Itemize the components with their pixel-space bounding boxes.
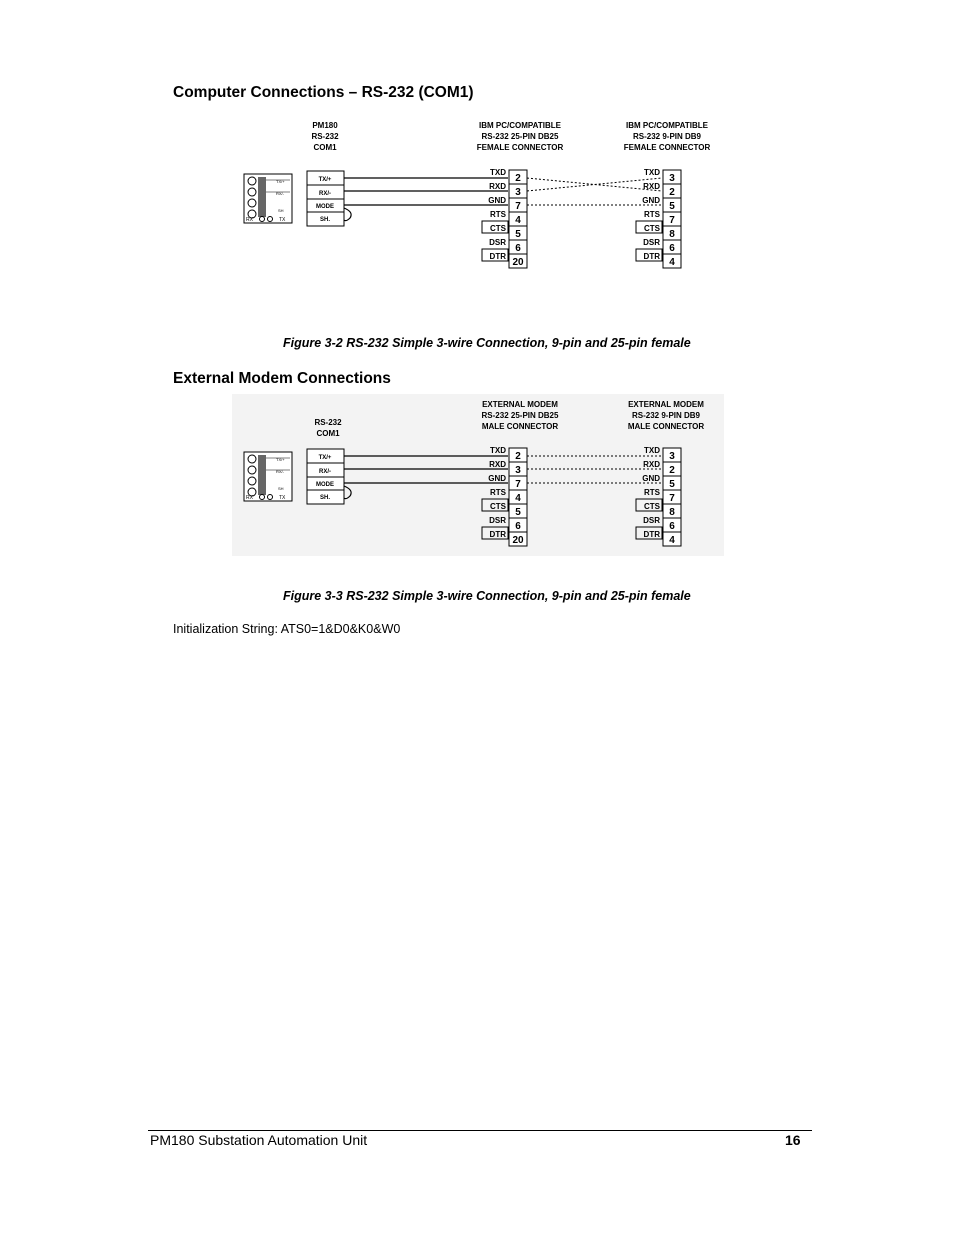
terminal-block: [307, 449, 344, 504]
db9-signal-gnd: GND: [642, 474, 660, 483]
footer-title: PM180 Substation Automation Unit: [150, 1132, 368, 1148]
db9-pin: 4: [669, 535, 675, 546]
db25-signal-txd: TXD: [490, 446, 506, 455]
db9-pin: 7: [669, 493, 675, 504]
db9-pin: 6: [669, 521, 675, 532]
terminal-label-sh: SH.: [319, 495, 331, 501]
db25-pin: 20: [512, 257, 524, 268]
db9-signal-dsr: DSR: [643, 516, 660, 525]
footer-divider: [148, 1130, 812, 1131]
db25-pin: 7: [515, 479, 521, 490]
db25-title-line1: IBM PC/COMPATIBLE: [479, 121, 561, 130]
db9-signal-column: [636, 446, 662, 539]
db25-pin: 4: [515, 215, 521, 226]
terminal-block: [307, 171, 344, 226]
db9-signal-txd: TXD: [644, 446, 660, 455]
db9-signal-rxd: RXD: [643, 460, 660, 469]
db9-title-line2: RS-232 9-PIN DB9: [632, 132, 702, 141]
section-heading-modem: External Modem Connections: [173, 370, 391, 387]
terminal-module-icon: [244, 452, 292, 501]
db25-signal-rxd: RXD: [489, 460, 506, 469]
module-label-rx: RX/-: [276, 469, 284, 474]
db25-signal-column: [482, 446, 508, 539]
db25-signal-dsr: DSR: [489, 516, 506, 525]
db25-title-line2: RS-232 25-PIN DB25: [481, 132, 559, 141]
diagram-svg-computer: [232, 114, 724, 274]
wiring-diagram-computer: [232, 114, 724, 274]
db25-pin-column: [509, 170, 527, 268]
db25-signal-gnd: GND: [488, 474, 506, 483]
db9-signal-gnd: GND: [642, 196, 660, 205]
db9-title-line1: EXTERNAL MODEM: [628, 400, 704, 409]
module-label-tx-led: TX: [279, 217, 286, 223]
db9-signal-rts: RTS: [644, 210, 660, 219]
db9-pin: 7: [669, 215, 675, 226]
db25-pin: 6: [515, 521, 521, 532]
db25-title-line3: MALE CONNECTOR: [481, 422, 559, 431]
db9-pin-column: [663, 170, 681, 268]
db25-pin-column: [509, 448, 527, 546]
db9-pin: 8: [669, 229, 675, 240]
db25-pin: 2: [515, 173, 521, 184]
db9-signal-rxd: RXD: [643, 182, 660, 191]
db9-pin: 3: [669, 451, 675, 462]
db9-signal-cts: CTS: [644, 502, 660, 511]
db25-signal-dtr: DTR: [489, 252, 506, 261]
device-title-line1: RS-232: [314, 418, 342, 427]
db9-pin: 5: [669, 201, 675, 212]
db25-title-line3: FEMALE CONNECTOR: [476, 143, 564, 152]
db9-pin: 3: [669, 173, 675, 184]
terminal-module-icon: [244, 174, 292, 223]
terminal-label-rx: RX/-: [319, 191, 331, 197]
db25-pin: 3: [515, 187, 521, 198]
db25-signal-dtr: DTR: [489, 530, 506, 539]
device-title-line1: PM180: [312, 121, 338, 130]
module-label-rx-led: RX: [246, 217, 253, 223]
db25-pin: 3: [515, 465, 521, 476]
db9-title-line3: MALE CONNECTOR: [627, 422, 705, 431]
device-title-line2: COM1: [316, 429, 340, 438]
db25-pin: 7: [515, 201, 521, 212]
db25-pin: 6: [515, 243, 521, 254]
db9-pin: 6: [669, 243, 675, 254]
db9-pin: 2: [669, 465, 675, 476]
db25-title-line1: EXTERNAL MODEM: [482, 400, 558, 409]
db25-pin: 5: [515, 507, 521, 518]
module-label-tx-led: TX: [279, 495, 286, 501]
module-label-sh: SH: [278, 208, 284, 213]
db25-signal-rts: RTS: [490, 210, 506, 219]
db9-pin-column: [663, 448, 681, 546]
db9-pin: 8: [669, 507, 675, 518]
db9-signal-dtr: DTR: [643, 252, 660, 261]
db25-pin: 2: [515, 451, 521, 462]
terminal-label-rx: RX/-: [319, 469, 331, 475]
db9-signal-dsr: DSR: [643, 238, 660, 247]
db9-signal-rts: RTS: [644, 488, 660, 497]
db25-signal-rxd: RXD: [489, 182, 506, 191]
terminal-label-mode: MODE: [316, 482, 334, 488]
db9-signal-column: [636, 168, 662, 261]
db25-signal-txd: TXD: [490, 168, 506, 177]
module-label-tx: TX/+: [276, 179, 285, 184]
db9-pin: 5: [669, 479, 675, 490]
terminal-label-sh: SH.: [319, 217, 331, 223]
db25-signal-column: [482, 168, 508, 261]
db25-pin: 20: [512, 535, 524, 546]
db25-signal-gnd: GND: [488, 196, 506, 205]
db25-signal-dsr: DSR: [489, 238, 506, 247]
module-label-rx-led: RX: [246, 495, 253, 501]
db25-title-line2: RS-232 25-PIN DB25: [481, 411, 559, 420]
db25-signal-cts: CTS: [490, 224, 506, 233]
db9-pin: 2: [669, 187, 675, 198]
db25-pin: 5: [515, 229, 521, 240]
figure-caption-3-2: Figure 3-2 RS-232 Simple 3-wire Connection, 9-pin and 25-pin female: [283, 336, 691, 350]
module-label-sh: SH: [278, 486, 284, 491]
terminal-label-mode: MODE: [316, 204, 334, 210]
device-title-line3: COM1: [313, 143, 337, 152]
db25-signal-rts: RTS: [490, 488, 506, 497]
db9-signal-dtr: DTR: [643, 530, 660, 539]
db25-pin: 4: [515, 493, 521, 504]
terminal-label-tx: TX/+: [318, 455, 332, 461]
module-label-tx: TX/+: [276, 457, 285, 462]
page-number: 16: [785, 1132, 801, 1148]
init-string-text: Initialization String: ATS0=1&D0&K0&W0: [173, 622, 401, 636]
db9-title-line3: FEMALE CONNECTOR: [623, 143, 711, 152]
db9-pin: 4: [669, 257, 675, 268]
terminal-label-tx: TX/+: [318, 177, 332, 183]
figure-caption-3-3: Figure 3-3 RS-232 Simple 3-wire Connection, 9-pin and 25-pin female: [283, 589, 691, 603]
diagram-svg-modem: [232, 394, 724, 556]
db25-signal-cts: CTS: [490, 502, 506, 511]
module-label-rx: RX/-: [276, 191, 284, 196]
section-heading-computer: Computer Connections – RS-232 (COM1): [173, 84, 474, 101]
db9-title-line1: IBM PC/COMPATIBLE: [626, 121, 708, 130]
db9-signal-txd: TXD: [644, 168, 660, 177]
db9-title-line2: RS-232 9-PIN DB9: [631, 411, 701, 420]
device-title-line2: RS-232: [311, 132, 339, 141]
wiring-diagram-modem: [232, 394, 724, 556]
db9-signal-cts: CTS: [644, 224, 660, 233]
